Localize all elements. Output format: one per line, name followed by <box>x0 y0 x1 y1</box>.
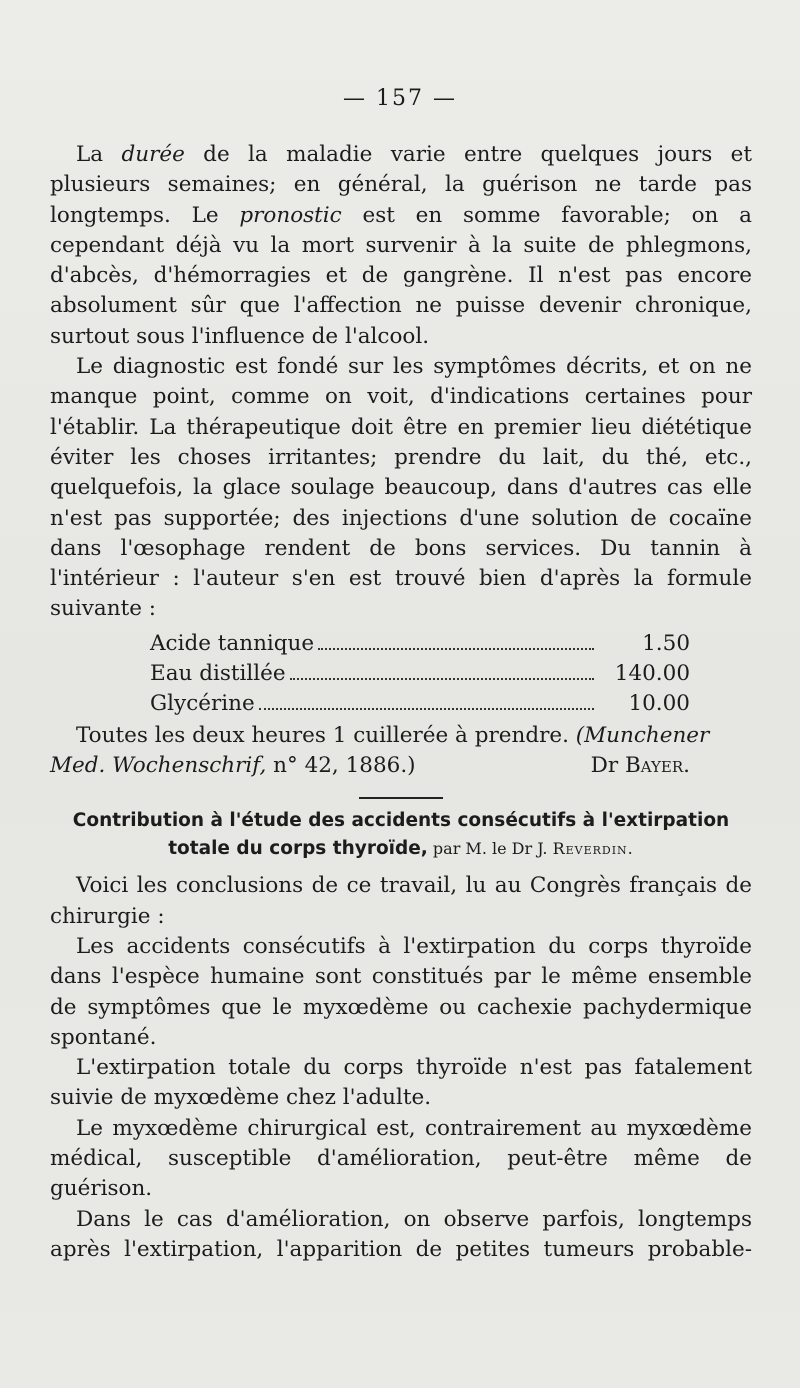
formula-row <box>150 629 690 659</box>
article-author <box>428 839 634 858</box>
paragraph-diagnostic: Le diagnostic est fondé sur les symptômes décrits, et on ne manque point, comme on voit, d'indications certaines pour l'établir. La thérapeutique doit être en premier lieu diététique éviter les choses irritantes; prendre du lait, du thé, etc., quelquefois, la glace soulage beaucoup, dans d'autres cas elle n'est pas supportée; des injections d'une solution de cocaïne dans l'œsophage rendent de bons services. Du tannin à l'intérieur : l'auteur s'en est trouvé bien d'après la formule suivante : <box>50 354 752 622</box>
paragraph-amelioration: Dans le cas d'amélioration, on observe parfois, longtemps après l'extirpation, l'apparition de petites tumeurs probable- <box>50 1206 752 1262</box>
signature <box>591 751 690 781</box>
citation-signature-line <box>50 751 752 781</box>
formula-quantity: 10.00 <box>628 690 690 716</box>
paragraph-extirpation: L'extirpation totale du corps thyroïde n'est pas fatalement suivie de myxœdème chez l'adulte. <box>50 1055 752 1111</box>
formula-row <box>150 659 690 689</box>
text-span: Toutes les deux heures 1 cuillerée à prendre. <box>76 722 576 748</box>
paragraph-accidents: Les accidents consécutifs à l'extirpation du corps thyroïde dans l'espèce humaine sont constitués par le même ensemble de symptômes que le myxœdème ou cachexie pachydermique spontané. <box>50 933 752 1050</box>
formula-ingredient: Glycérine <box>150 690 255 716</box>
formula-ingredient: Acide tannique <box>150 630 315 656</box>
leader-dots <box>290 678 594 680</box>
italic-journal: (Munchener <box>575 722 710 748</box>
text-span: La <box>76 142 122 167</box>
formula-row <box>150 689 690 719</box>
text-span: de la maladie varie entre quelques jours et plusieurs semaines; en général, la guérison ne tarde pas longtemps. Le <box>50 142 752 228</box>
formula-quantity: 140.00 <box>614 660 690 686</box>
author-name: Reverdin. <box>552 839 634 859</box>
leader-dots <box>259 708 594 710</box>
paragraph-conclusions: Voici les conclusions de ce travail, lu au Congrès français de chirurgie : <box>50 873 752 929</box>
page-body <box>50 140 752 1265</box>
page-number: — 157 — <box>343 86 457 111</box>
formula-list <box>150 629 690 719</box>
signature-name: Bayer. <box>624 753 690 779</box>
paragraph-duree <box>50 140 752 352</box>
section-divider <box>359 797 443 799</box>
italic-duree: durée <box>121 142 185 167</box>
paragraph-dosage <box>50 721 752 751</box>
signature-title: Dr <box>590 753 625 779</box>
citation <box>50 751 416 781</box>
italic-journal: Med. Wochenschrif, <box>50 753 267 779</box>
paragraph-myxoedeme: Le myxœdème chirurgical est, contrairement au myxœdème médical, susceptible d'amélioration, peut-être même de guérison. <box>50 1115 752 1202</box>
italic-pronostic: pronostic <box>239 202 342 228</box>
formula-quantity: 1.50 <box>642 630 690 656</box>
citation-number: n° 42, 1886.) <box>266 753 416 779</box>
text-span: est en somme favorable; on a cependant déjà vu la mort survenir à la suite de phlegmons, d'abcès, d'hémorragies et de gangrène. Il n'est pas encore absolument sûr que l'affection ne puisse devenir chronique, surtout sous l'influence de l'alcool. <box>50 202 752 349</box>
formula-ingredient: Eau distillée <box>150 660 286 686</box>
article-heading <box>50 807 752 863</box>
leader-dots <box>318 648 594 650</box>
author-prefix: par M. le Dr J. <box>427 839 553 859</box>
article-title: Contribution à l'étude des accidents consécutifs à l'extirpation totale du corps thyroïde, <box>72 810 730 860</box>
